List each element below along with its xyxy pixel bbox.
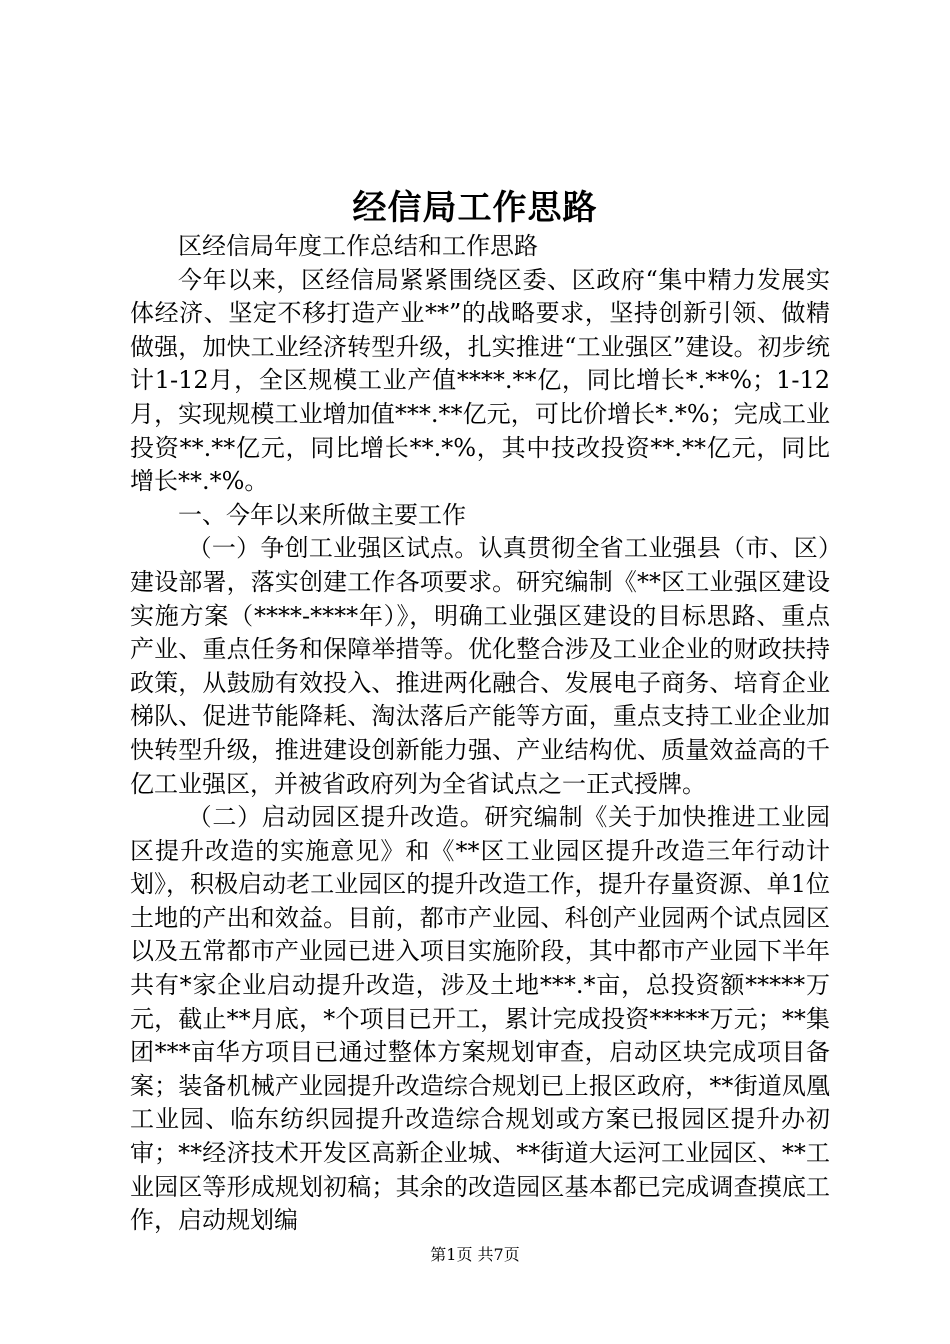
section-2-paragraph: （二）启动园区提升改造。研究编制《关于加快推进工业园区提升改造的实施意见》和《**区工业园区提升改造三年行动计划》，积极启动老工业园区的提升改造工作，提升存量资源、单1位土地的产出和效益。目前，都市产业园、科创产业园两个试点园区以及五常都市产业园已进入项目实施阶段，其中都市产业园下半年共有*家企业启动提升改造，涉及土地***.*亩，总投资额*****万元，截止**月底，*个项目已开工，累计完成投资*****万元；**集团***亩华方项目已通过整体方案规划审查，启动区块完成项目备案；装备机械产业园提升改造综合规划已上报区政府，**街道凤凰工业园、临东纺织园提升改造综合规划或方案已报园区提升办初审；**经济技术开发区高新企业城、**街道大运河工业园区、**工业园区等形成规划初稿；其余的改造园区基本都已完成调查摸底工作，启动规划编 — [130, 803, 830, 1235]
document-body — [130, 230, 830, 1238]
section-heading: 一、今年以来所做主要工作 — [178, 500, 466, 529]
page-indicator: 第1页 共7页 — [430, 1245, 520, 1264]
document-title: 经信局工作思路 — [352, 188, 598, 228]
intro-paragraph: 今年以来，区经信局紧紧围绕区委、区政府“集中精力发展实体经济、坚定不移打造产业**”的战略要求，坚持创新引领、做精做强，加快工业经济转型升级，扎实推进“工业强区”建设。初步统计1-12月，全区规模工业产值****.**亿，同比增长*.**%；1-12月，实现规模工业增加值***.**亿元，可比价增长*.*%；完成工业投资**.**亿元，同比增长**.*%，其中技改投资**.**亿元，同比增长**.*%。 — [130, 265, 830, 496]
subtitle-paragraph: 区经信局年度工作总结和工作思路 — [178, 232, 538, 260]
section-1-paragraph: （一）争创工业强区试点。认真贯彻全省工业强县（市、区）建设部署，落实创建工作各项要求。研究编制《**区工业强区建设实施方案（****-****年）》，明确工业强区建设的目标思路、重点产业、重点任务和保障举措等。优化整合涉及工业企业的财政扶持政策，从鼓励有效投入、推进两化融合、发展电子商务、培育企业梯队、促进节能降耗、淘汰落后产能等方面，重点支持工业企业加快转型升级，推进建设创新能力强、产业结构优、质量效益高的千亿工业强区，并被省政府列为全省试点之一正式授牌。 — [130, 534, 830, 798]
